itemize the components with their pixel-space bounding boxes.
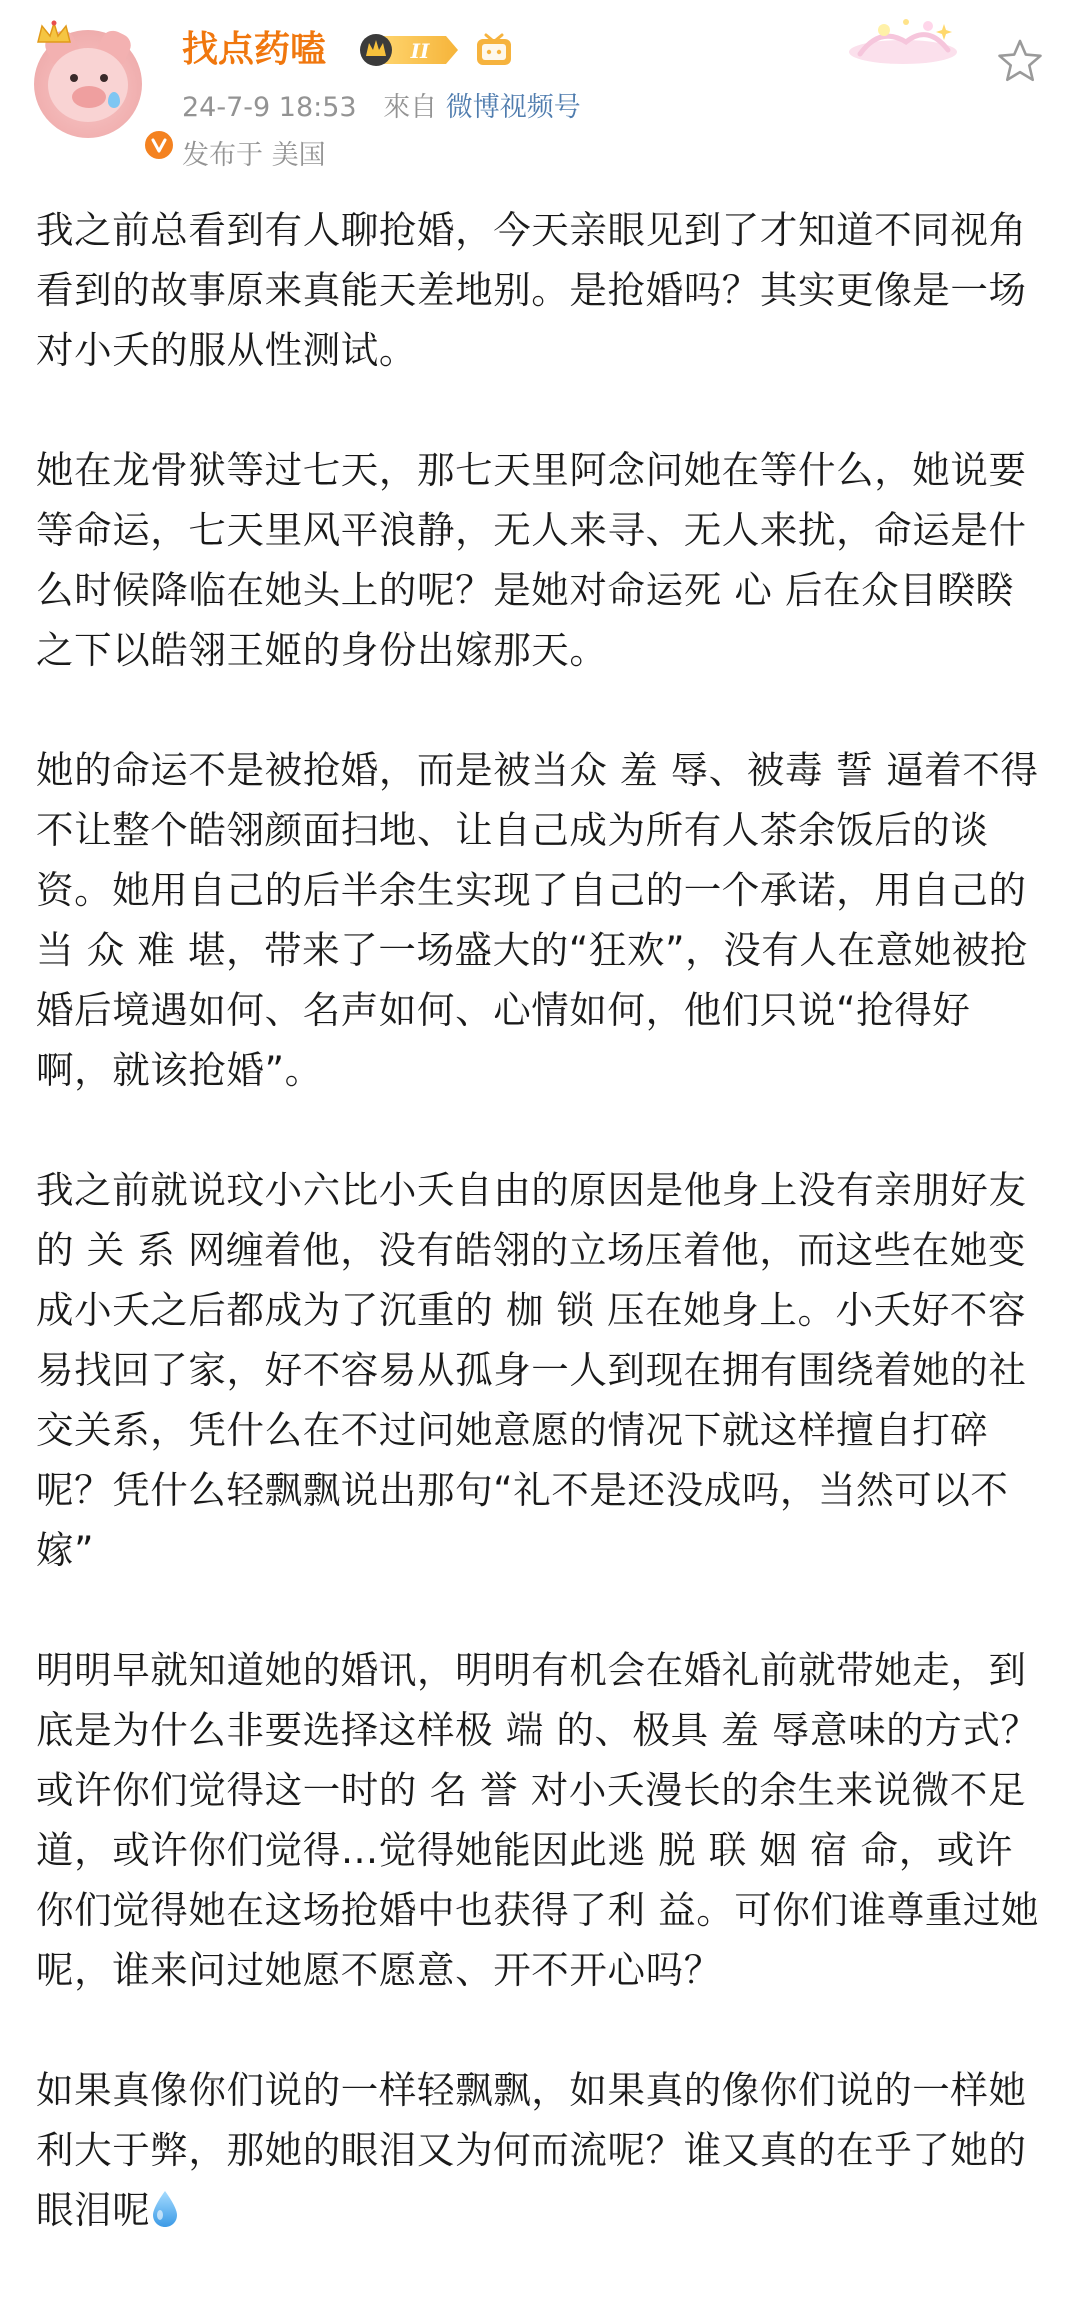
post-time: 24-7-9 18:53 (182, 92, 357, 123)
cloud-decoration-icon (840, 12, 966, 72)
droplet-emoji-icon (150, 2189, 180, 2229)
post-paragraph: 我之前总看到有人聊抢婚，今天亲眼见到了才知道不同视角看到的故事原来真能天差地别。是抢婚吗？其实更像是一场对小夭的服从性测试。 (36, 208, 1027, 372)
post-paragraph: 明明早就知道她的婚讯，明明有机会在婚礼前就带她走，到底是为什么非要选择这样极 端 的、极具 羞 辱意味的方式？或许你们觉得这一时的 名 誉 对小夭漫长的余生来说微不足道，或许你们觉得…觉得她能因此逃 脱 联 姻 宿 命，或许你们觉得她在这场抢婚中也获得了利 益。可你们谁尊重过她呢，谁来问过她愿不愿意、开不开心吗？ (36, 1648, 1040, 1992)
video-account-icon[interactable] (474, 32, 514, 68)
source-link[interactable]: 微博视频号 (445, 92, 581, 123)
post-paragraph: 她的命运不是被抢婚，而是被当众 羞 辱、被毒 誓 逼着不得不让整个皓翎颜面扫地、让自己成为所有人茶余饭后的谈资。她用自己的后半余生实现了自己的一个承诺，用自己的 当 众 难 堪，带来了一场盛大的“狂欢”，没有人在意她被抢婚后境遇如何、名声如何、心情如何，他们只说“抢得好啊，就该抢婚”。 (36, 748, 1040, 1092)
vip-badge-text: II (410, 39, 430, 63)
source-prefix: 來自 (383, 92, 438, 123)
post-meta (182, 90, 581, 126)
pig-eye-left (70, 74, 78, 82)
user-avatar[interactable] (34, 30, 142, 138)
verified-v-icon (142, 128, 176, 162)
username[interactable]: 找点药嗑 (182, 29, 327, 70)
crown-decoration-icon (34, 20, 74, 46)
pig-sweat-drop (108, 92, 120, 108)
pig-face (48, 48, 128, 122)
post-paragraph: 她在龙骨狱等过七天，那七天里阿念问她在等什么，她说要等命运，七天里风平浪静，无人来寻、无人来扰，命运是什么时候降临在她头上的呢？是她对命运死 心 后在众目睽睽之下以皓翎王姬的身份出嫁那天。 (36, 448, 1027, 672)
post-paragraph: 我之前就说玟小六比小夭自由的原因是他身上没有亲朋好友的 关 系 网缠着他，没有皓翎的立场压着他，而这些在她变成小夭之后都成为了沉重的 枷 锁 压在她身上。小夭好不容易找回了家，好不容易从孤身一人到现在拥有围绕着她的社交关系，凭什么在不过问她意愿的情况下就这样擅自打碎呢？凭什么轻飘飘说出那句“礼不是还没成吗，当然可以不嫁” (36, 1168, 1027, 1572)
pig-snout (72, 86, 106, 108)
post-location: 发布于 美国 (182, 140, 326, 171)
post-paragraph-text: 如果真像你们说的一样轻飘飘，如果真的像你们说的一样她利大于弊，那她的眼泪又为何而流呢？谁又真的在乎了她的眼泪呢 (36, 2068, 1027, 2232)
post-body (36, 200, 1046, 2240)
vip-crown-badge-icon[interactable] (358, 32, 462, 68)
post-header (0, 0, 1078, 190)
pig-eye-right (100, 74, 108, 82)
star-outline-icon[interactable] (994, 36, 1046, 88)
post-paragraph-last (36, 2060, 1046, 2240)
